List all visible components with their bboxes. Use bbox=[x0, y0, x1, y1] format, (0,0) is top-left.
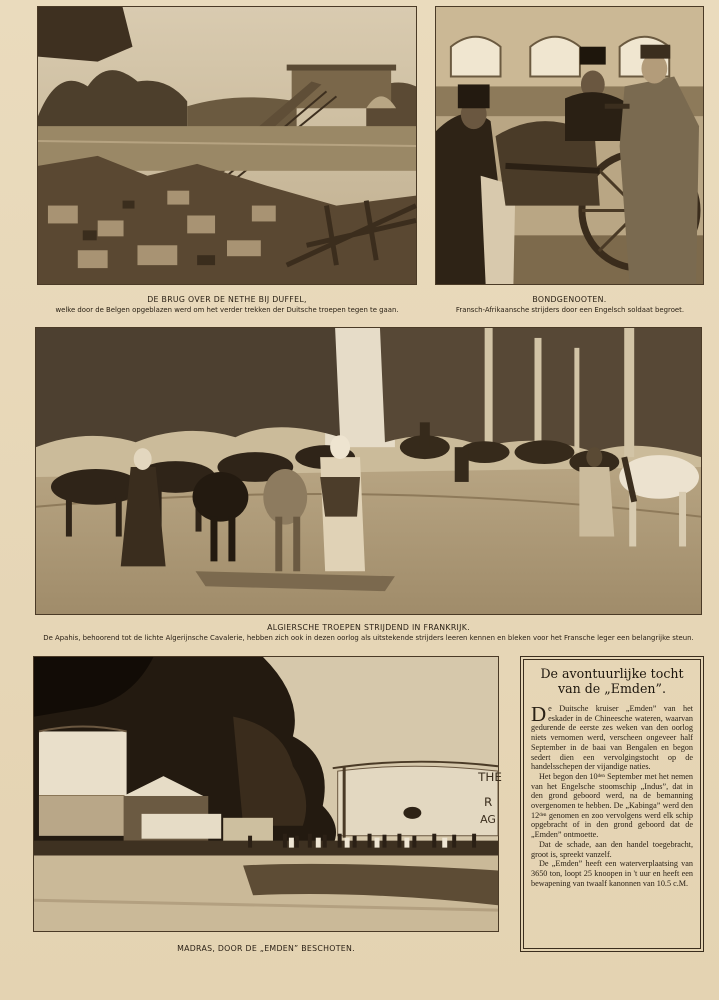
madras-smoke-image bbox=[34, 657, 502, 931]
caption-sub-algerian: De Apahis, behoorend tot de lichte Algerijnsche Cavalerie, hebben zich ook in dezen oorlog als uitstekende strijders leeren kennen en bleken voor het Fransche leger een belangrijke steun. bbox=[43, 634, 694, 642]
caption-sub-allies: Fransch-Afrikaansche strijders door een Engelsch soldaat begroet. bbox=[455, 306, 685, 314]
article-paragraph-2: Het begon den 10ᵈᵉⁿ September met het nemen van het Engelsche stoomschip „Indus”, dat in den grond geboord werd, na de bemanning overgenomen te hebben. De „Kabinga” werd den 12ᵈᵉⁿ genomen en zoo vervolgens werd elk schip opgebracht of in den grond geboord dat de „Emden” ontmoette. bbox=[531, 771, 693, 840]
tank-sign-line1: THE bbox=[478, 770, 502, 785]
photo-algerian-troops bbox=[35, 327, 702, 615]
caption-title-bridge: DE BRUG OVER DE NETHE BIJ DUFFEL, bbox=[147, 295, 307, 304]
caption-title-allies: BONDGENOOTEN. bbox=[532, 295, 607, 304]
bridge-ruins-image bbox=[38, 7, 416, 284]
caption-title-madras: MADRAS, DOOR DE „EMDEN” BESCHOTEN. bbox=[177, 944, 355, 953]
article-dropcap: D bbox=[531, 702, 547, 726]
article-inner-frame bbox=[523, 659, 701, 949]
article-paragraph-3: Dat de schade, aan den handel toegebracht, groot is, spreekt vanzelf. bbox=[531, 839, 693, 859]
tank-sign-line2: R bbox=[484, 794, 493, 809]
article-paragraph-4: De „Emden” heeft een waterverplaatsing van 3650 ton, loopt 25 knoopen in 't uur en heeft een bewapening van twaalf kanonnen van 10.5 c.M. bbox=[531, 859, 693, 888]
caption-sub-bridge: welke door de Belgen opgeblazen werd om het verder trekken der Duitsche troepen tegen te gaan. bbox=[55, 306, 399, 314]
tank-sign-line3: AG bbox=[480, 812, 496, 826]
article-emden bbox=[520, 656, 704, 952]
allies-image bbox=[436, 7, 703, 284]
article-paragraph-1-text: e Duitsche kruiser „Emden” van het eskader in de Chineesche wateren, waarvan gedurende de eerste zes weken van den oorlog niets vernomen werd, verscheen ongeveer half September in de baai van Bengalen en begon sedert dien een vervolgingstocht op de handelsschepen der vijandige naties. bbox=[531, 704, 693, 772]
article-title: De avontuurlijke tocht van de „Emden”. bbox=[540, 666, 684, 696]
photo-bridge-nethe bbox=[37, 6, 417, 285]
article-paragraph-1 bbox=[531, 704, 693, 772]
caption-title-algerian: ALGIERSCHE TROEPEN STRIJDEND IN FRANKRIJK. bbox=[267, 623, 470, 632]
algerian-troops-image bbox=[36, 328, 701, 614]
photo-allies bbox=[435, 6, 704, 285]
photo-madras bbox=[33, 656, 502, 932]
